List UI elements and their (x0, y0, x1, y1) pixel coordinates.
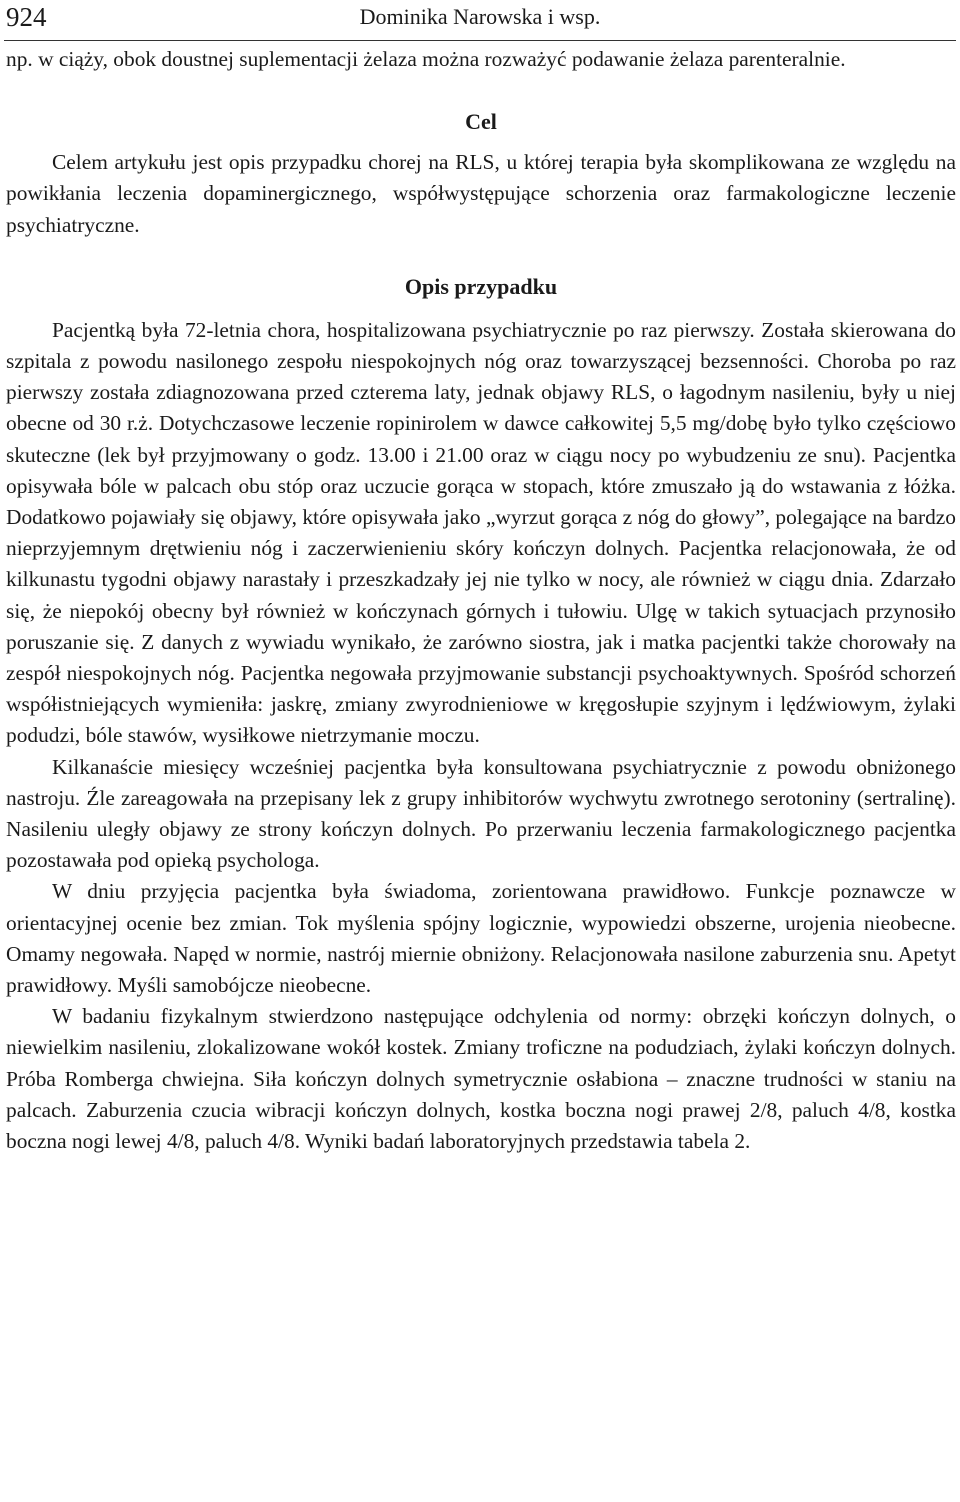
case-paragraph-history: Pacjentką była 72-letnia chora, hospitalizowana psychiatrycznie po raz pierwszy. Została skierowana do szpitala z powodu nasilonego zespołu niespokojnych nóg oraz towarzyszącej bezsenności. Choroba po raz pierwszy została zdiagnozowana przed czterema laty, jednak objawy RLS, o łagodnym nasileniu, były u niej obecne od 30 r.ż. Dotychczasowe leczenie ropinirolem w dawce całkowitej 5,5 mg/dobę było tylko częściowo skuteczne (lek był przyjmowany o godz. 13.00 i 21.00 oraz w ciągu nocy po wybudzeniu ze snu). Pacjentka opisywała bóle w palcach obu stóp oraz uczucie gorąca w stopach, które zmuszało ją do wstawania z łóżka. Dodatkowo pojawiały się objawy, które opisywała jako „wyrzut gorąca z nóg do głowy”, polegające na bardzo nieprzyjemnym drętwieniu nóg i zaczerwienieniu skóry kończyn dolnych. Pacjentka relacjonowała, że od kilkunastu tygodni objawy narastały i przeszkadzały jej nie tylko w nocy, ale również w ciągu dnia. Zdarzało się, że niepokój obecny był również w kończynach górnych i tułowiu. Ulgę w takich sytuacjach przynosiło poruszanie się. Z danych z wywiadu wynikało, że zarówno siostra, jak i matka pacjentki także chorowały na zespół niespokojnych nóg. Pacjentka negowała przyjmowanie substancji psychoaktywnych. Spośród schorzeń współistniejących wymieniła: jaskrę, zmiany zwyrodnieniowe w kręgosłupie szyjnym i lędźwiowym, żylaki podudzi, bóle stawów, wysiłkowe nietrzymanie moczu. (6, 317, 956, 748)
page-number: 924 (6, 2, 47, 32)
running-header (6, 0, 954, 34)
section-heading-cel: Cel (465, 109, 497, 135)
running-header-authors: Dominika Narowska i wsp. (359, 4, 601, 29)
section-heading-opis-przypadku: Opis przypadku (404, 273, 558, 299)
case-paragraph-psychiatric-consult: Kilkanaście miesięcy wcześniej pacjentka była konsultowana psychiatrycznie z powodu obniżonego nastroju. Źle zareagowała na przepisany lek z grupy inhibitorów wychwytu zwrotnego serotoniny (sertralinę). Nasileniu uległy objawy ze strony kończyn dolnych. Po przerwaniu leczenia farmakologicznego pacjentka pozostawała pod opieką psychologa. (6, 754, 956, 873)
case-paragraph-physical-exam: W badaniu fizykalnym stwierdzono następujące odchylenia od normy: obrzęki kończyn dolnych, o niewielkim nasileniu, zlokalizowane wokół kostek. Zmiany troficzne na podudziach, żylaki kończyn dolnych. Próba Romberga chwiejna. Siła kończyn dolnych symetrycznie osłabiona – znaczne trudności w staniu na palcach. Zaburzenia czucia wibracji kończyn dolnych, kostka boczna nogi prawej 2/8, paluch 4/8, kostka boczna nogi lewej 4/8, paluch 4/8. Wyniki badań laboratoryjnych przedstawia tabela 2. (6, 1004, 956, 1154)
intro-paragraph: np. w ciąży, obok doustnej suplementacji żelaza można rozważyć podawanie żelaza parenteralnie. (6, 47, 846, 71)
cel-paragraph: Celem artykułu jest opis przypadku chorej na RLS, u której terapia była skomplikowana ze względu na powikłania leczenia dopaminergicznego, współwystępujące schorzenia oraz farmakologiczne leczenie psychiatryczne. (6, 150, 956, 237)
case-paragraph-mental-status: W dniu przyjęcia pacjentka była świadoma, zorientowana prawidłowo. Funkcje poznawcze w orientacyjnej ocenie bez zmian. Tok myślenia spójny logicznie, wypowiedzi obszerne, urojenia nieobecne. Omamy negowała. Napęd w normie, nastrój miernie obniżony. Relacjonowała nasilone zaburzenia snu. Apetyt prawidłowy. Myśli samobójcze nieobecne. (6, 879, 956, 998)
article-body (6, 44, 956, 1157)
header-divider (4, 40, 956, 41)
